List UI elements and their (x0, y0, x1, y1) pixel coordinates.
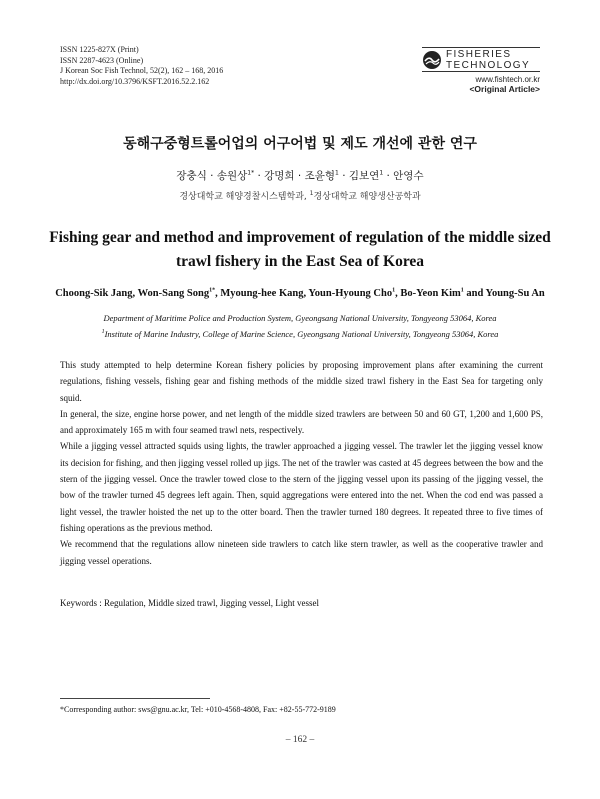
korean-author: 강명희 (264, 170, 295, 182)
korean-affiliations (0, 189, 600, 202)
keywords: Keywords : Regulation, Middle sized trawl, Jigging vessel, Light vessel (60, 598, 319, 608)
fish-wave-icon (422, 50, 442, 70)
english-author: Young-Su An (485, 288, 545, 299)
english-affiliation-2-row (0, 326, 600, 342)
author-sup: 1 (460, 287, 464, 294)
korean-title: 동해구중형트롤어업의 어구어법 및 제도 개선에 관한 연구 (123, 136, 477, 152)
english-title-line: trawl fishery in the East Sea of Korea (175, 253, 425, 270)
author-sup: 1* (209, 287, 216, 294)
english-author: Won-Sang Song (137, 288, 210, 299)
korean-affiliation-main: 경상대학교 해양경찰시스템학과, (179, 192, 307, 202)
korean-affiliation-second: 경상대학교 해양생산공학과 (313, 192, 421, 202)
corresponding-author-footnote: *Corresponding author: sws@gnu.ac.kr, Tel: +010-4568-4808, Fax: +82-55-772-9189 (60, 705, 336, 714)
abstract-paragraph: We recommend that the regulations allow nineteen side trawlers to catch like stern trawler, as well as the cooperative trawler and jigging vessel operations. (60, 539, 543, 566)
footnote-divider (60, 698, 210, 699)
journal-logo (422, 47, 540, 94)
korean-author: 장충식 (176, 170, 207, 182)
korean-author: 조윤형 (304, 170, 336, 182)
doi-link[interactable]: http://dx.doi.org/10.3796/KSFT.2016.52.2.162 (60, 76, 210, 86)
abstract-paragraph: This study attempted to help determine Korean fishery policies by proposing improvement plans after examining the current regulations, fishing vessels, fishing gear and fishing methods of the middle sized trawl fishery in the East Sea for targeting only squid. (60, 360, 543, 403)
author-sup: 1 (335, 169, 339, 177)
issn-online: ISSN 2287-4623 (Online) (60, 55, 144, 65)
author-sup: 1 (392, 287, 396, 294)
logo-word-fisheries: FISHERIES (446, 49, 512, 60)
english-author: Choong-Sik Jang (55, 288, 133, 299)
english-affiliations (0, 310, 600, 342)
author-sup: 1 (379, 169, 384, 177)
english-authors: Choong-Sik Jang, Won-Sang Song$^{1*}$, Myoung-hee Kang, Youn-Hyoung Cho$^1$, Bo-Yeon Kim$^1$ and Young-Su An (55, 287, 545, 299)
logo-bottom-rule (422, 71, 540, 72)
english-author: Myoung-hee Kang (220, 288, 304, 299)
page-number: – 162 – (285, 735, 315, 745)
english-title (40, 226, 560, 274)
abstract-paragraph: In general, the size, engine horse power, and net length of the middle sized trawlers are between 50 and 60 GT, 1,200 and 1,600 PS, and approximately 165 m with four seamed trawl nets, respectively. (60, 408, 543, 436)
abstract-paragraph: While a jigging vessel attracted squids using lights, the trawler approached a jigging vessel. The trawler let the jigging vessel know its decision for fishing, and then jigging vessel rolled up jigs. The net of the trawler was casted at 45 degrees between the bow and the stern of the jigging vessel. Once the trawler towed close to the stern of the jigging vessel upon its passing of the jigging vessel, the bow of the trawler turned 45 degrees left again. Then, squid aggregations were entered into the net. When the cod end was passed a light vessel, the trawler hoisted the net up to the otter board. Then the trawler turned 180 degrees. It repeated three to five times of fishing operations as the previous method. (60, 441, 543, 533)
journal-citation: J Korean Soc Fish Technol, 52(2), 162 – 168, 2016 (60, 66, 224, 75)
korean-author: 송원상 (216, 170, 248, 182)
affiliation-sup: 1 (101, 329, 105, 336)
english-author: Bo-Yeon Kim (400, 288, 461, 299)
english-title-line: Fishing gear and method and improvement of regulation of the middle sized (49, 229, 551, 246)
english-affiliation-2: Institute of Marine Industry, College of Marine Science, Gyeongsang National University, Tongyeong 53064, Korea (104, 329, 499, 339)
article-type: <Original Article> (469, 84, 540, 94)
korean-author: 안영수 (393, 170, 424, 182)
journal-meta (60, 45, 223, 87)
issn-print: ISSN 1225-827X (Print) (60, 45, 139, 54)
logo-word-technology: TECHNOLOGY (446, 60, 531, 71)
logo-top-rule (422, 47, 540, 48)
english-author: Youn-Hyoung Cho (308, 288, 393, 299)
affiliation-sup: 1 (309, 190, 314, 197)
author-sup: 1* (247, 169, 255, 177)
korean-authors: 장충식 · 송원상$^{1*}$ · 강명희 · 조윤형$^1$ · 김보연$^1$ · 안영수 (176, 169, 424, 182)
english-affiliation-1: Department of Maritime Police and Production System, Gyeongsang National University, Tongyeong 53064, Korea (103, 313, 497, 323)
korean-author: 김보연 (348, 170, 380, 182)
abstract (60, 357, 543, 569)
journal-url[interactable]: www.fishtech.or.kr (475, 75, 540, 84)
